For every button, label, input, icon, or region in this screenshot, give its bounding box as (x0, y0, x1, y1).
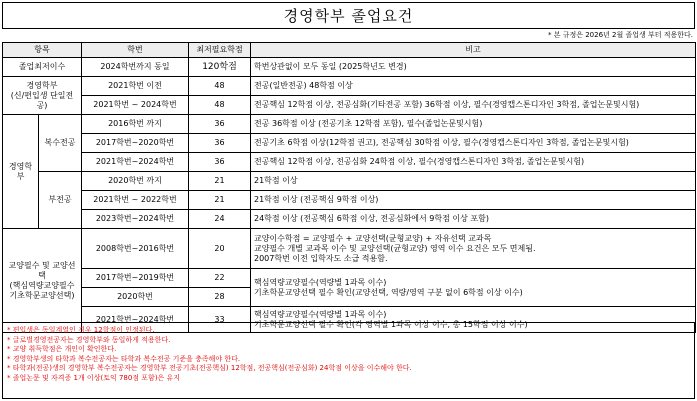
credit-cell: 20 (189, 229, 251, 269)
credit-cell: 48 (189, 77, 251, 96)
table-header-row (3, 43, 696, 58)
note-cell: 전공(일반전공) 48학점 이상 (251, 77, 696, 96)
year-cell: 2020학번 (82, 288, 189, 307)
table-row (3, 77, 696, 96)
note-cell (251, 269, 696, 307)
header-category: 항목 (3, 43, 82, 58)
page-title: 경영학부 졸업요건 (2, 2, 695, 29)
year-cell: 2021학번~2024학번 (82, 153, 189, 172)
year-cell: 2021학번 이전 (82, 77, 189, 96)
year-cell: 2024학번까지 동일 (82, 58, 189, 77)
category-sub-cell: 복수전공 (39, 115, 82, 172)
credit-cell: 24 (189, 210, 251, 229)
credit-cell: 21 (189, 191, 251, 210)
footnote-item: * 경영학부생의 타학과 복수전공자는 타학과 복수전공 기준을 충족해야 한다. (7, 354, 241, 363)
year-cell: 2023학번~2024학번 (82, 210, 189, 229)
note-cell: 21학점 이상 (251, 172, 696, 191)
credit-cell: 120학점 (189, 58, 251, 77)
table-row (3, 269, 696, 288)
category-cell: 졸업최저이수 (3, 58, 82, 77)
note-cell: 전공핵심 12학점 이상, 전공심화(기타전공 포함) 36학점 이상, 필수(경영캡스톤디자인 3학점, 졸업논문및시험) (251, 96, 696, 115)
note-line: 교양필수 개별 교과목 이수 및 교양선택(균형교양) 영역 이수 요건은 모두 면제됨. (254, 243, 536, 253)
note-line: 핵심역량교양필수(역량별 1과목 이수) (254, 277, 387, 287)
credit-cell: 48 (189, 96, 251, 115)
credit-cell: 22 (189, 269, 251, 288)
year-cell: 2021학번 ~ 2022학번 (82, 191, 189, 210)
year-cell: 2016학번 까지 (82, 115, 189, 134)
note-cell: 전공핵심 12학점 이상, 전공심화 24학점 이상, 필수(경영캡스톤디자인 3학점, 졸업논문및시험) (251, 153, 696, 172)
footnote-item: * 졸업논문 및 자격증 1개 이상(토익 780점 포함)은 유지 (7, 373, 181, 382)
note-cell: 21학점 이상 (전공핵심 9학점 이상) (251, 191, 696, 210)
header-credit: 최저필요학점 (189, 43, 251, 58)
table-row (3, 210, 696, 229)
note-cell: 학번상관없이 모두 동일 (2025학년도 변경) (251, 58, 696, 77)
note-cell: 전공 36학점 이상 (전공기초 12학점 포함), 필수(졸업논문및시험) (251, 115, 696, 134)
category-cell: 교양필수 및 교양선택 (핵심역량교양필수 기초학문교양선택) (3, 229, 82, 333)
year-cell: 2021학번~2024학번 (82, 307, 189, 333)
table-row (3, 229, 696, 269)
footnote-item: * 교양 취득학점은 개인이 확인한다. (7, 345, 117, 353)
year-cell: 2008학번~2016학번 (82, 229, 189, 269)
header-year: 학번 (82, 43, 189, 58)
category-cell: 경영학부 (신/편입생 단일전공) (3, 77, 82, 115)
note-line: 핵심역량교양필수(역량별 1과목 이수) (254, 309, 387, 319)
year-cell: 2017학번~2020학번 (82, 134, 189, 153)
credit-cell: 21 (189, 172, 251, 191)
credit-cell: 28 (189, 288, 251, 307)
table-row (3, 58, 696, 77)
note-line: 2007학번 이전 입학자도 소급 적용함. (254, 253, 388, 263)
category-sub-cell: 부전공 (39, 172, 82, 229)
header-note: 비고 (251, 43, 696, 58)
note-cell: 24학점 이상 (전공핵심 6학점 이상, 전공심화에서 9학점 이상 포함) (251, 210, 696, 229)
table-row (3, 191, 696, 210)
note-cell (251, 229, 696, 269)
table-row (3, 134, 696, 153)
note-line: 기초학문교양선택 필수 확인(각 영역별 1과목 이상 이수, 총 15학점 이상 이수) (254, 319, 528, 329)
requirements-table (2, 42, 696, 333)
note-line: 교양이수학점 = 교양필수 + 교양선택(균형교양) + 자유선택 교과목 (254, 233, 492, 243)
top-note: * 본 규정은 2026년 2월 졸업생 부터 적용한다. (548, 31, 693, 39)
table-row (3, 172, 696, 191)
note-cell: 전공기초 6학점 이상(12학점 권고), 전공핵심 30학점 이상, 필수(경영캡스톤디자인 3학점, 졸업논문및시험) (251, 134, 696, 153)
footnote-item: * 글로벌경영전공자는 경영학부와 동일하게 적용한다. (7, 335, 171, 344)
table-row (3, 115, 696, 134)
year-cell: 2021학번 ~ 2024학번 (82, 96, 189, 115)
document (2, 2, 695, 399)
credit-cell: 36 (189, 115, 251, 134)
table-row (3, 96, 696, 115)
category-main-cell: 경영학부 (3, 115, 39, 229)
footnote-item: * 편입생은 동일계열인 경우 12학점이 인정된다. (7, 326, 155, 334)
year-cell: 2020학번 까지 (82, 172, 189, 191)
note-line: 기초학문교양선택 필수 확인(교양선택, 역량/영역 구분 없이 6학점 이상 이수) (254, 287, 523, 297)
table-row (3, 153, 696, 172)
year-cell: 2017학번~2019학번 (82, 269, 189, 288)
footnote-item: * 타학과(전공)생의 경영학부 복수전공자는 경영학부 전공기초(전공핵심) 12학점, 전공핵심(전공심화) 24학점 이상을 이수해야 한다. (7, 364, 412, 372)
credit-cell: 36 (189, 134, 251, 153)
credit-cell: 36 (189, 153, 251, 172)
credit-cell: 33 (189, 307, 251, 333)
